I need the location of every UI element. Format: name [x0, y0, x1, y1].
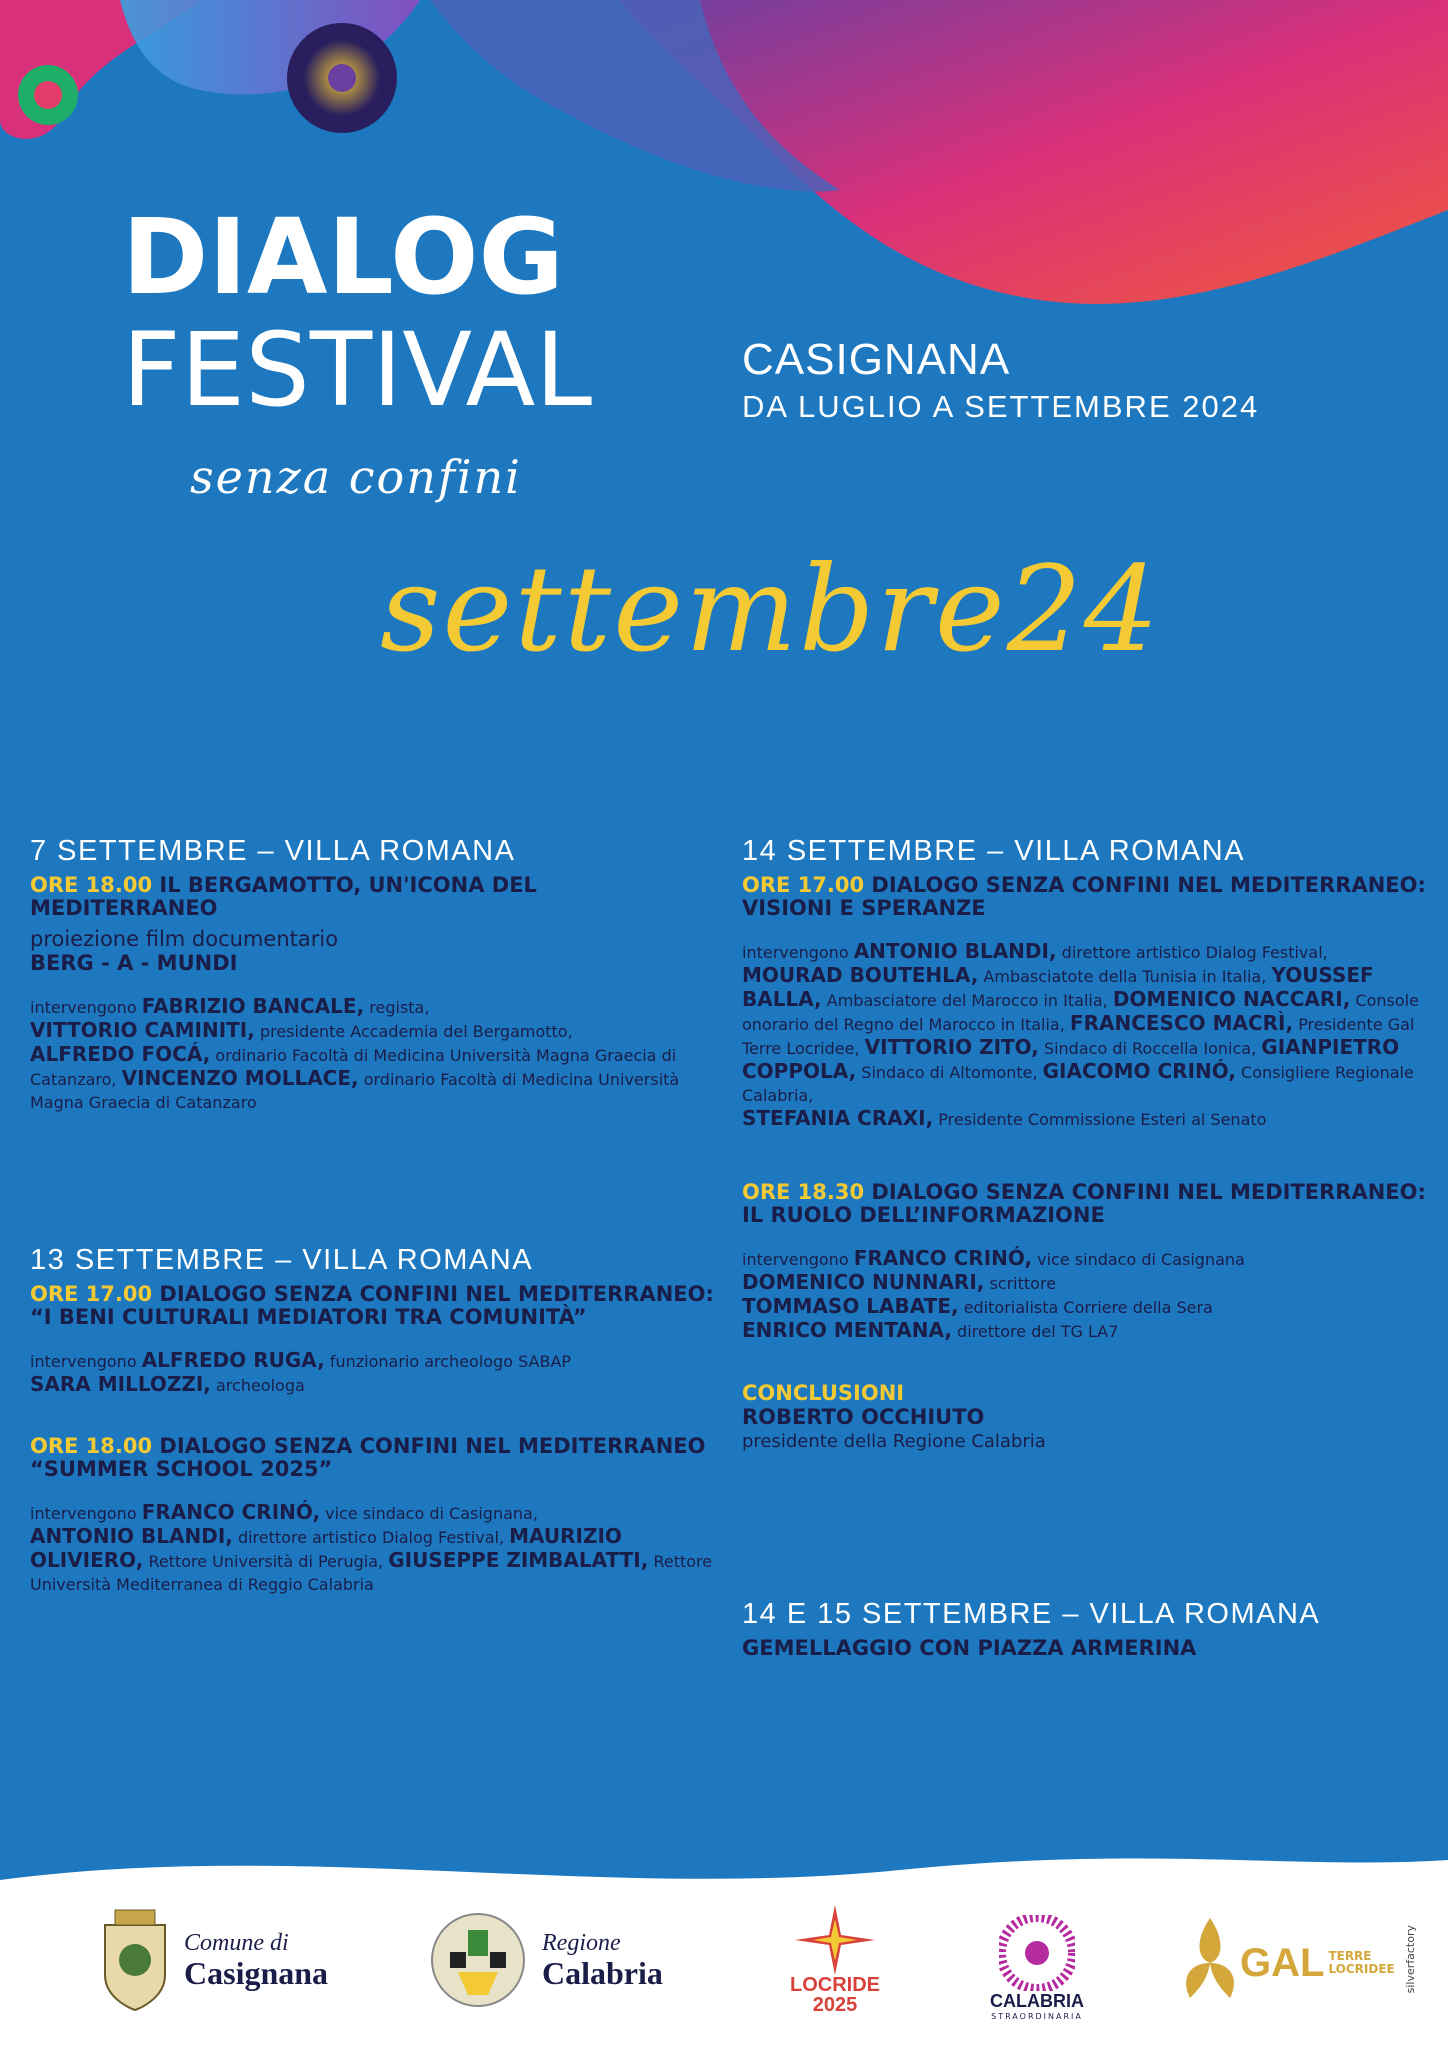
event-subtitle: proiezione film documentario	[30, 927, 339, 951]
dot-disc-center	[328, 64, 356, 92]
speakers-list	[742, 1247, 1432, 1343]
speaker-role: Rettore Università di Perugia,	[148, 1552, 384, 1571]
day-header: 7 SETTEMBRE – VILLA ROMANA	[30, 835, 516, 867]
calabria-straordinaria-small: STRAORDINARIA	[991, 2012, 1083, 2021]
sponsor-comune-casignana	[100, 1905, 328, 2015]
speaker-role: direttore artistico Dialog Festival,	[237, 1528, 505, 1547]
event-summer-school	[30, 1435, 720, 1596]
speaker-name: VITTORIO ZITO,	[864, 1035, 1039, 1059]
event-title	[30, 874, 720, 920]
speaker-name: GIANPIETRO COPPOLA,	[742, 1035, 1400, 1083]
speaker-name: ANTONIO BLANDI,	[853, 939, 1057, 963]
speaker-name: MAURIZIO OLIVIERO,	[30, 1524, 622, 1572]
speaker-name: YOUSSEF BALLA,	[742, 963, 1374, 1011]
speaker-role: editorialista Corriere della Sera	[963, 1298, 1213, 1317]
sponsor-gal-terre-locridee	[1180, 1918, 1395, 2008]
speaker-name: TOMMASO LABATE,	[742, 1294, 959, 1318]
speaker-name: ALFREDO FOCÁ,	[30, 1042, 211, 1066]
event-title	[742, 874, 1432, 920]
speakers-list	[30, 1501, 720, 1596]
day-14-september	[742, 835, 1432, 1452]
event-title-text: DIALOGO SENZA CONFINI NEL MEDITERRANEO “SUMMER SCHOOL 2025”	[30, 1434, 706, 1481]
event-title	[30, 1435, 720, 1481]
event-time: ORE 18.00	[30, 1434, 153, 1458]
speaker-role: direttore del TG LA7	[957, 1322, 1119, 1341]
speaker-role: Rettore Università Mediterranea di Reggio Calabria	[30, 1552, 713, 1594]
sponsor-locride-2025	[790, 1905, 880, 2015]
speaker-role: direttore artistico Dialog Festival,	[1061, 943, 1328, 962]
conclusion-label: CONCLUSIONI	[742, 1381, 905, 1405]
speakers-intro: intervengono	[742, 943, 849, 962]
calabria-crest-icon	[428, 1910, 528, 2010]
event-title-text: DIALOGO SENZA CONFINI NEL MEDITERRANEO: VISIONI E SPERANZE	[742, 873, 1426, 920]
speakers-intro: intervengono	[30, 998, 137, 1017]
speakers-intro: intervengono	[30, 1504, 137, 1523]
event-time: ORE 18.30	[742, 1180, 865, 1204]
speaker-role: vice sindaco di Casignana,	[325, 1504, 538, 1523]
speaker-role: Presidente Gal Terre Locridee,	[742, 1015, 1415, 1058]
speaker-role: Sindaco di Altomonte,	[861, 1063, 1038, 1082]
day-14-15-september	[742, 1598, 1320, 1660]
speakers-intro: intervengono	[742, 1250, 849, 1269]
sponsor-calabria-straordinaria	[990, 1915, 1084, 2021]
speaker-name: SARA MILLOZZI,	[30, 1372, 211, 1396]
conclusions-block	[742, 1381, 1432, 1452]
speaker-role: ordinario Facoltà di Medicina Università Magna Graecia di Catanzaro	[30, 1070, 680, 1112]
casignana-crest-icon	[100, 1905, 170, 2015]
speaker-role: Console onorario del Regno del Marocco in Italia,	[742, 991, 1419, 1034]
speaker-role: Ambasciatote della Tunisia in Italia,	[983, 967, 1267, 986]
speakers-list	[742, 940, 1432, 1131]
calabria-straordinaria-big: CALABRIA	[990, 1991, 1084, 2011]
event-film-title: BERG - A - MUNDI	[30, 951, 238, 975]
locride-label	[790, 1975, 880, 2015]
speaker-role: Ambasciatore del Marocco in Italia,	[826, 991, 1108, 1010]
event-time: ORE 17.00	[742, 873, 865, 897]
program-left-column	[30, 835, 720, 1596]
speaker-role: scrittore	[989, 1274, 1057, 1293]
logo-dialog	[122, 196, 622, 318]
speaker-role: vice sindaco di Casignana	[1037, 1250, 1245, 1269]
day-header: 13 SETTEMBRE – VILLA ROMANA	[30, 1244, 534, 1276]
compass-star-icon	[795, 1905, 875, 1975]
event-title-text: GEMELLAGGIO CON PIAZZA ARMERINA	[742, 1636, 1197, 1660]
event-title	[742, 1181, 1432, 1227]
gal-small-text	[1328, 1950, 1394, 1976]
day-header: 14 E 15 SETTEMBRE – VILLA ROMANA	[742, 1598, 1321, 1630]
logo-dialog-text: DIALOG	[122, 196, 564, 318]
sponsor-regione-calabria	[428, 1910, 663, 2010]
speaker-role: archeologa	[215, 1376, 305, 1395]
speaker-name: GIACOMO CRINÓ,	[1042, 1059, 1236, 1083]
speaker-name: DOMENICO NACCARI,	[1112, 987, 1351, 1011]
conclusion-name: ROBERTO OCCHIUTO	[742, 1405, 985, 1429]
program-right-column	[742, 835, 1432, 1452]
casignana-label	[184, 1930, 328, 1990]
gal-flower-icon	[1180, 1918, 1240, 2008]
speaker-role: presidente Accademia del Bergamotto,	[259, 1022, 573, 1041]
gal-small-2: LOCRIDEE	[1328, 1962, 1395, 1976]
speaker-name: MOURAD BOUTEHLA,	[742, 963, 979, 987]
speaker-name: STEFANIA CRAXI,	[742, 1106, 934, 1130]
casignana-small-text: Comune di	[184, 1930, 289, 1956]
gal-big-text: GAL	[1240, 1940, 1325, 1985]
speaker-name: VITTORIO CAMINITI,	[30, 1018, 255, 1042]
location-dates: DA LUGLIO A SETTEMBRE 2024	[742, 389, 1260, 424]
speaker-role: ordinario Facoltà di Medicina Università Magna Graecia di Catanzaro,	[30, 1046, 677, 1089]
logo-festival: FESTIVAL	[122, 311, 593, 430]
conclusion-role: presidente della Regione Calabria	[742, 1431, 1046, 1452]
speaker-name: ANTONIO BLANDI,	[30, 1524, 233, 1548]
speaker-name: ALFREDO RUGA,	[141, 1348, 325, 1372]
speakers-list	[30, 1349, 720, 1397]
dot-green-inner	[34, 81, 62, 109]
calabria-big-text: Calabria	[542, 1955, 663, 1991]
day-13-september	[30, 1244, 720, 1596]
calabria-small-text: Regione	[542, 1930, 621, 1956]
speaker-name: GIUSEPPE ZIMBALATTI,	[388, 1548, 649, 1572]
speaker-name: FABRIZIO BANCALE,	[141, 994, 365, 1018]
festival-logo	[122, 196, 622, 430]
day-7-september	[30, 835, 720, 1114]
gal-small-1: TERRE	[1328, 1949, 1372, 1963]
event-time: ORE 17.00	[30, 1282, 153, 1306]
speaker-role: funzionario archeologo SABAP	[329, 1352, 572, 1371]
speaker-name: FRANCESCO MACRÌ,	[1069, 1011, 1294, 1035]
speaker-name: ENRICO MENTANA,	[742, 1318, 952, 1342]
speaker-name: FRANCO CRINÓ,	[853, 1246, 1033, 1270]
location-block	[742, 335, 1259, 425]
location-title: CASIGNANA	[742, 335, 1011, 384]
event-title-text: IL BERGAMOTTO, UN'ICONA DEL MEDITERRANEO	[30, 873, 537, 920]
event-title-text: DIALOGO SENZA CONFINI NEL MEDITERRANEO: IL RUOLO DELL’INFORMAZIONE	[742, 1180, 1426, 1227]
locride-line1: LOCRIDE	[790, 1974, 880, 1996]
logo-tagline: senza confini	[190, 450, 522, 504]
speaker-role: regista,	[369, 998, 430, 1017]
locride-line2: 2025	[812, 1994, 858, 2016]
event-title	[30, 1283, 720, 1329]
speakers-list	[30, 995, 720, 1114]
speaker-name: VINCENZO MOLLACE,	[121, 1066, 359, 1090]
speaker-name: FRANCO CRINÓ,	[141, 1500, 321, 1524]
flower-logo-icon	[999, 1915, 1075, 1991]
speaker-name: DOMENICO NUNNARI,	[742, 1270, 985, 1294]
calabria-label	[542, 1930, 663, 1990]
event-informazione	[742, 1181, 1432, 1343]
speaker-role: Sindaco di Roccella Ionica,	[1043, 1039, 1257, 1058]
speaker-role: Presidente Commissione Esteri al Senato	[938, 1110, 1267, 1129]
credit-label: silverfactory	[1404, 1925, 1417, 1994]
speakers-intro: intervengono	[30, 1352, 137, 1371]
speaker-role: Consigliere Regionale Calabria,	[742, 1063, 1414, 1105]
event-time: ORE 18.00	[30, 873, 153, 897]
casignana-big-text: Casignana	[184, 1955, 329, 1991]
day-header: 14 SETTEMBRE – VILLA ROMANA	[742, 835, 1246, 867]
month-script-title: settembre24	[380, 540, 1161, 678]
event-title-text: DIALOGO SENZA CONFINI NEL MEDITERRANEO: “I BENI CULTURALI MEDIATORI TRA COMUNITÀ”	[30, 1282, 714, 1329]
